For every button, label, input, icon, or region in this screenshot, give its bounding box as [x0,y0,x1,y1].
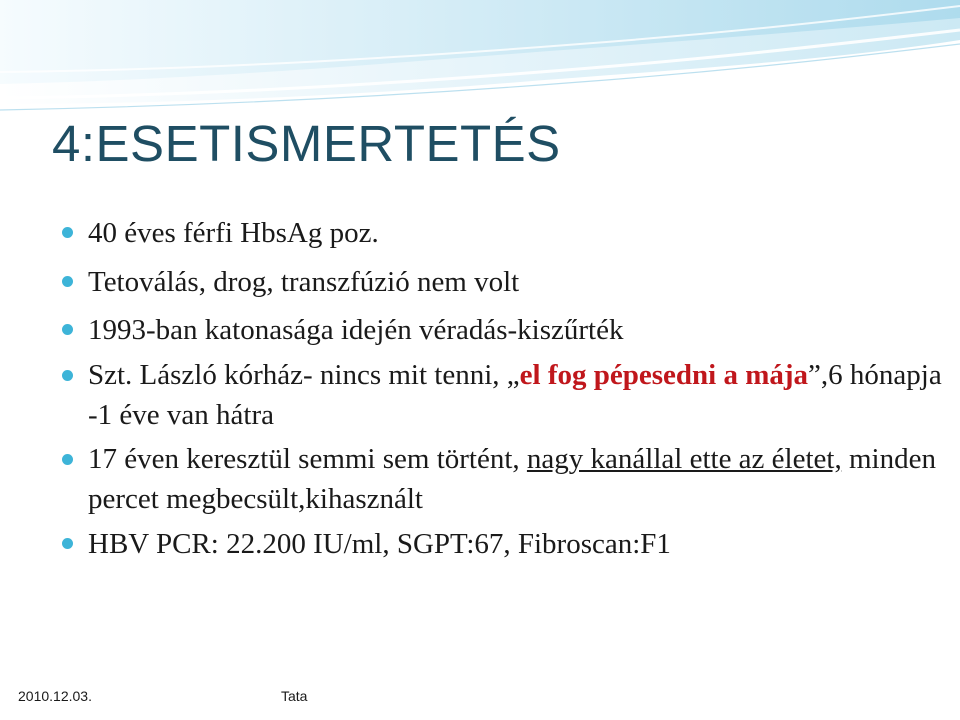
footer-place: Tata [281,688,308,704]
list-item [62,261,942,304]
bullet-text-part: ,6 hónapja -1 éve van hátra [88,359,942,431]
underlined-phrase: nagy kanállal ette az életet, [526,443,842,475]
list-item [62,309,942,352]
quote-close-mark: ” [808,359,821,391]
list-item [62,212,942,255]
bullet-text: 40 éves férfi HbsAg poz. [88,217,379,249]
bullet-text-part: 17 éven keresztül semmi sem történt, [88,443,527,475]
list-item [62,439,942,519]
bullet-text: 1993-ban katonasága idején véradás-kiszűrték [88,314,624,346]
bullet-dot-icon [62,454,73,465]
emphasized-quote: el fog pépesedni a mája [519,359,809,391]
bullet-dot-icon [62,370,73,381]
bullet-text: Tetoválás, drog, transzfúzió nem volt [88,266,520,298]
bullet-text-part: Szt. László kórház- nincs mit tenni, [88,359,507,391]
bullet-text-part: minden percet megbecsült,kihasznált [88,443,936,515]
list-item [62,355,942,435]
footer-date: 2010.12.03. [18,688,92,704]
bullet-dot-icon [62,324,73,335]
bullet-dot-icon [62,227,73,238]
bullet-list [62,212,942,573]
bullet-dot-icon [62,538,73,549]
list-item [62,523,942,566]
bullet-text: HBV PCR: 22.200 IU/ml, SGPT:67, Fibroscan:F1 [88,528,671,560]
bullet-dot-icon [62,276,73,287]
quote-open-mark: „ [506,359,520,391]
slide-title: 4:ESETISMERTETÉS [52,115,561,172]
